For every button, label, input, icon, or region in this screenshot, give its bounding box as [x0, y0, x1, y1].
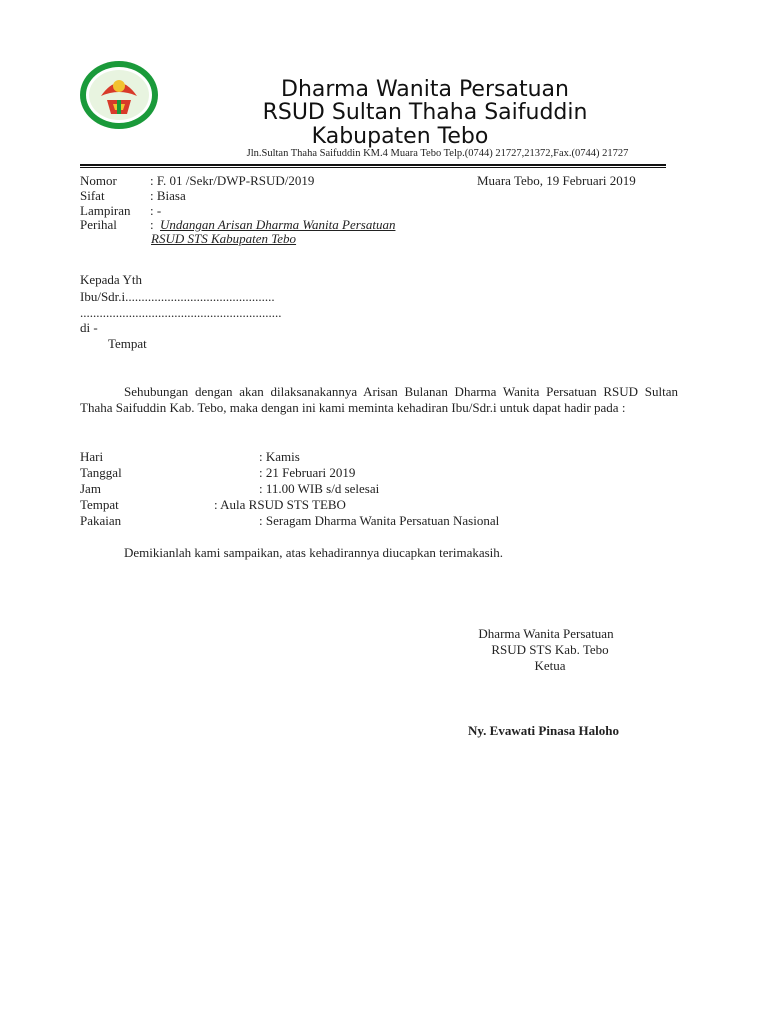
signature-org: Dharma Wanita Persatuan	[478, 626, 614, 641]
signature-name: Ny. Evawati Pinasa Haloho	[468, 723, 619, 738]
recipient-di: di -	[80, 320, 98, 335]
letter-date: Muara Tebo, 19 Februari 2019	[477, 173, 636, 188]
detail-label-jam: Jam	[80, 481, 101, 496]
recipient-salutation: Kepada Yth	[80, 272, 142, 287]
body-paragraph: Sehubungan dengan akan dilaksanakannya Arisan Bulanan Dharma Wanita Persatuan RSUD Sultan Thaha Saifuddin Kab. Tebo, maka dengan ini kami meminta kehadiran Ibu/Sdr.i untuk dapat hadir pada :	[80, 384, 678, 415]
sifat-value: : Biasa	[150, 188, 186, 203]
lampiran-value: : -	[150, 203, 162, 218]
signature-unit: RSUD STS Kab. Tebo	[491, 642, 609, 657]
nomor-value: : F. 01 /Sekr/DWP-RSUD/2019	[150, 173, 315, 188]
recipient-tempat: Tempat	[108, 336, 147, 351]
lampiran-label: Lampiran	[80, 203, 131, 218]
detail-label-hari: Hari	[80, 449, 104, 464]
closing-sentence: Demikianlah kami sampaikan, atas kehadirannya diucapkan terimakasih.	[124, 545, 504, 560]
detail-label-tanggal: Tanggal	[80, 465, 122, 480]
detail-value-pakaian: : Seragam Dharma Wanita Persatuan Nasional	[259, 513, 500, 528]
header-divider-thin	[80, 167, 666, 168]
signature-role: Ketua	[534, 658, 566, 673]
recipient-name-line: Ibu/Sdr.i..............................................	[80, 289, 275, 304]
perihal-colon: :	[150, 217, 154, 232]
organization-logo	[79, 60, 159, 130]
header-hospital-name: RSUD Sultan Thaha Saifuddin	[262, 100, 588, 125]
detail-value-tanggal: : 21 Februari 2019	[259, 465, 356, 480]
detail-value-tempat: : Aula RSUD STS TEBO	[214, 497, 346, 512]
header-address: Jln.Sultan Thaha Saifuddin KM.4 Muara Tebo Telp.(0744) 21727,21372,Fax.(0744) 21727	[246, 148, 629, 159]
header-regency: Kabupaten Tebo	[311, 124, 489, 149]
nomor-label: Nomor	[80, 173, 117, 188]
detail-label-pakaian: Pakaian	[80, 513, 122, 528]
header-org-name: Dharma Wanita Persatuan	[281, 77, 569, 102]
header-divider-thick	[80, 164, 666, 166]
perihal-subject-line1: Undangan Arisan Dharma Wanita Persatuan	[160, 217, 396, 232]
recipient-dotted-line: ..............................................................	[80, 305, 282, 320]
detail-value-jam: : 11.00 WIB s/d selesai	[259, 481, 380, 496]
perihal-label: Perihal	[80, 217, 117, 232]
sifat-label: Sifat	[80, 188, 105, 203]
detail-label-tempat: Tempat	[80, 497, 119, 512]
detail-value-hari: : Kamis	[259, 449, 300, 464]
perihal-subject-line2: RSUD STS Kabupaten Tebo	[151, 231, 297, 246]
